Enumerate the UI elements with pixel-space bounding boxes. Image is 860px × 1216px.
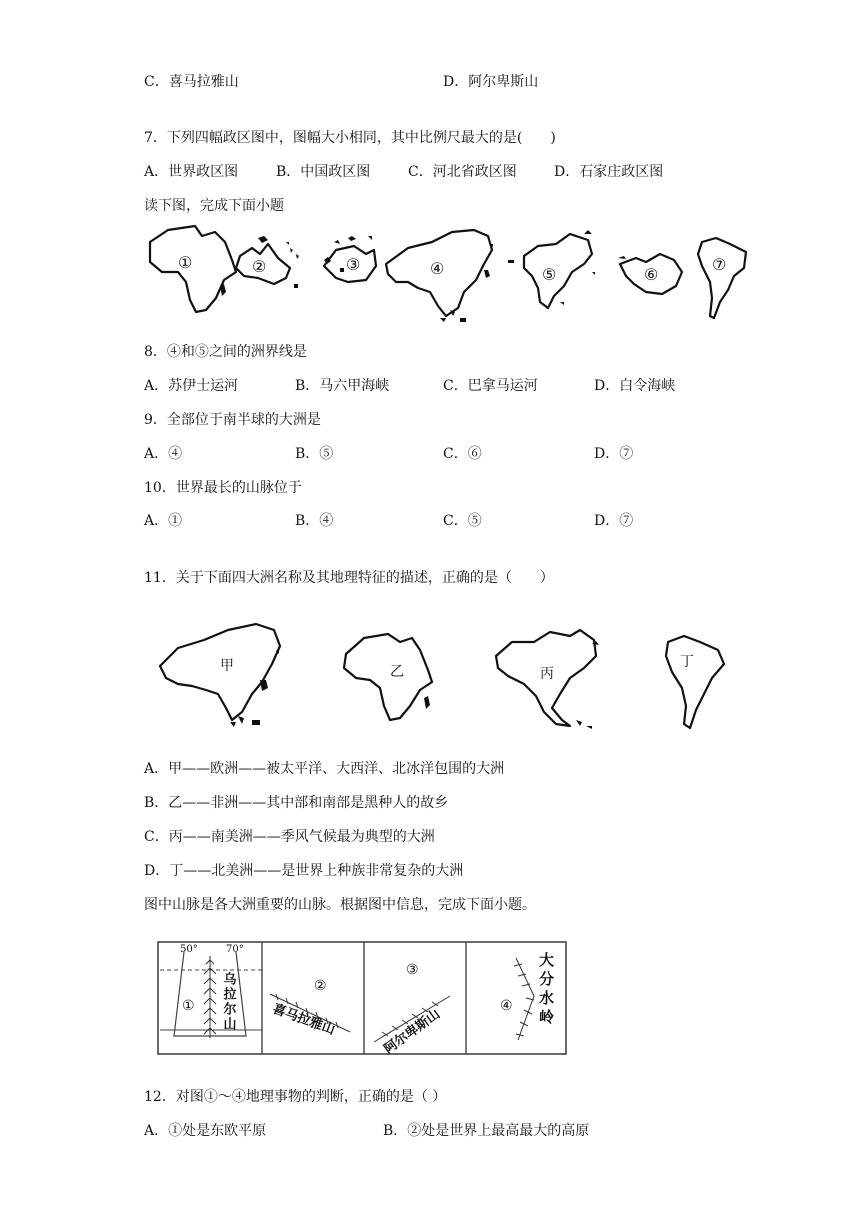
intro-1: 读下图，完成下面小题 [144,198,284,214]
q12-option-b: B．②处是世界上最高最大的高原 [383,1123,590,1139]
fig3-panel-2-num: ② [314,978,327,994]
q9-option-d: D．⑦ [594,446,634,462]
fig3-panel-4-name: 大分水岭 [537,952,555,1028]
fig2-label-bing: 丙 [540,666,554,682]
q8-option-d: D．白令海峡 [594,378,676,394]
q8-option-a: A．苏伊士运河 [144,378,239,394]
q9-stem: 9．全部位于南半球的大洲是 [144,412,321,428]
continent-1-africa [150,226,236,312]
fig3-panel-4-num: ④ [500,998,513,1014]
q11-option-a: A．甲——欧洲——被太平洋、大西洋、北冰洋包围的大洲 [144,761,505,777]
fig1-label-5: ⑤ [542,265,557,284]
q7-option-c: C．河北省政区图 [408,164,517,180]
continent-ding-south-america [666,636,724,728]
q8-option-c: C．巴拿马运河 [443,378,538,394]
q10-stem: 10．世界最长的山脉位于 [144,480,302,496]
continent-5-north-america [524,234,592,308]
q12-stem: 12．对图①～④地理事物的判断，正确的是（ ） [144,1089,447,1105]
q9-option-b: B．⑤ [295,446,334,462]
fig3-panel-3-num: ③ [406,962,419,978]
fig3-panel-3-name: 阿尔卑斯山 [381,1006,443,1058]
q8-option-b: B．马六甲海峡 [295,378,390,394]
fig1-label-7: ⑦ [712,255,727,274]
q8-stem: 8．④和⑤之间的洲界线是 [144,344,307,360]
fig1-label-6: ⑥ [644,265,659,284]
q11-option-c: C．丙——南美洲——季风气候最为典型的大洲 [144,829,435,845]
q9-option-c: C．⑥ [443,446,482,462]
fig3-panel-2-name: 喜马拉雅山 [270,1001,337,1038]
q7-option-b: B．中国政区图 [276,164,371,180]
q12-option-a: A．①处是东欧平原 [144,1123,267,1139]
intro-2: 图中山脉是各大洲重要的山脉。根据图中信息，完成下面小题。 [144,897,536,913]
fig3-deg-50: 50° [180,944,198,955]
fig1-label-2: ② [252,257,267,276]
q9-option-a: A．④ [144,446,183,462]
q6-option-d: D．阿尔卑斯山 [443,74,539,90]
fig2-label-jia: 甲 [220,658,234,674]
q7-option-a: A．世界政区图 [144,164,239,180]
continents-figure [140,220,760,330]
fig2-label-ding: 丁 [680,654,694,670]
q11-option-b: B．乙——非洲——其中部和南部是黑种人的故乡 [144,795,449,811]
q7-option-d: D．石家庄政区图 [554,164,664,180]
fig2-label-yi: 乙 [390,664,404,680]
q10-option-c: C．⑤ [443,513,482,529]
continent-yi-africa [344,634,432,720]
q7-stem: 7．下列四幅政区图中，图幅大小相同，其中比例尺最大的是( ) [144,130,556,146]
fig1-label-3: ③ [346,255,361,274]
q6-option-c: C．喜马拉雅山 [144,74,239,90]
q11-stem: 11．关于下面四大洲名称及其地理特征的描述，正确的是（ ） [144,570,554,586]
fig3-panel-1-name: 乌拉尔山 [220,972,236,1032]
four-continents-figure [156,620,756,740]
fig3-deg-70: 70° [226,944,244,955]
q11-option-d: D．丁——北美洲——是世界上种族非常复杂的大洲 [144,863,464,879]
fig1-label-4: ④ [430,259,445,278]
q10-option-d: D．⑦ [594,513,634,529]
fig3-panel-1-num: ① [182,998,195,1014]
continent-7-south-america [698,238,746,318]
q10-option-b: B．④ [295,513,334,529]
q10-option-a: A．① [144,513,183,529]
mountains-figure [154,936,574,1060]
fig1-label-1: ① [178,253,193,272]
